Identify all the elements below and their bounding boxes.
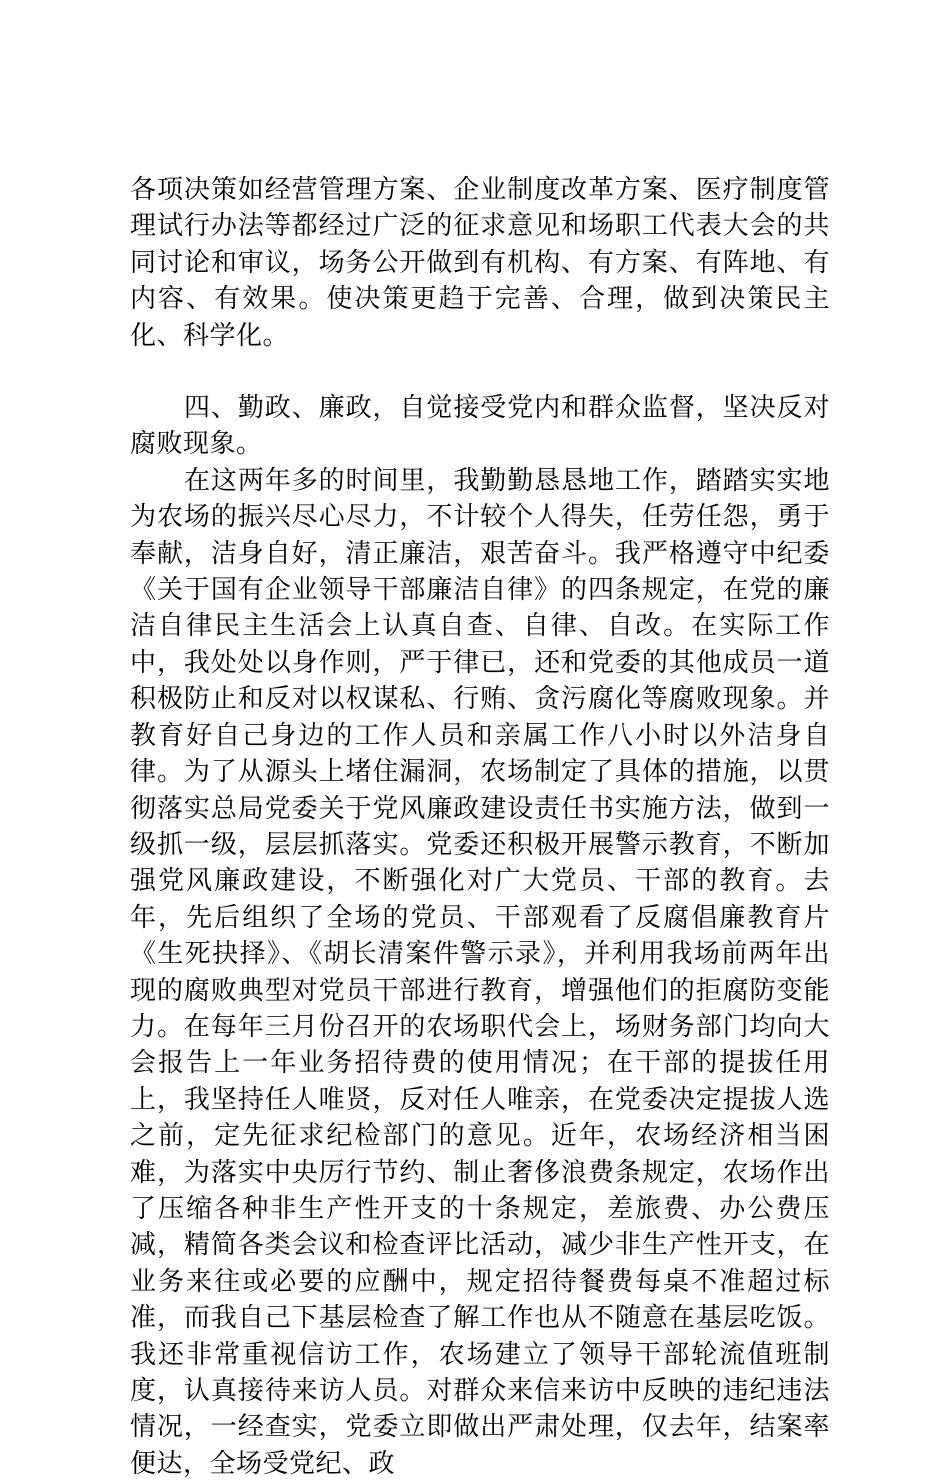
section-heading-four: 四、勤政、廉政，自觉接受党内和群众监督，坚决反对腐败现象。: [130, 393, 830, 460]
paragraph-integrity: 在这两年多的时间里，我勤勤恳恳地工作，踏踏实实地为农场的振兴尽心尽力，不计较个人得失，任劳任怨，勇于奉献，洁身自好，清正廉洁，艰苦奋斗。我严格遵守中纪委《关于国有企业领导干部廉洁自律》的四条规定，在党的廉洁自律民主生活会上认真自查、自律、自改。在实际工作中，我处处以身作则，严于律已，还和党委的其他成员一道积极防止和反对以权谋私、行贿、贪污腐化等腐败现象。并教育好自己身边的工作人员和亲属工作八小时以外洁身自律。为了从源头上堵住漏洞，农场制定了具体的措施，以贯彻落实总局党委关于党风廉政建设责任书实施方法，做到一级抓一级，层层抓落实。党委还积极开展警示教育，不断加强党风廉政建设，不断强化对广大党员、干部的教育。去年，先后组织了全场的党员、干部观看了反腐倡廉教育片《生死抉择》、《胡长清案件警示录》，并利用我场前两年出现的腐败典型对党员干部进行教育，增强他们的拒腐防变能力。在每年三月份召开的农场职代会上，场财务部门均向大会报告上一年业务招待费的使用情况；在干部的提拔任用上，我坚持任人唯贤，反对任人唯亲，在党委决定提拔人选之前，定先征求纪检部门的意见。近年，农场经济相当困难，为落实中央厉行节约、制止奢侈浪费条规定，农场作出了压缩各种非生产性开支的十条规定，差旅费、办公费压减，精简各类会议和检查评比活动，减少非生产性开支，在业务来往或必要的应酬中，规定招待餐费每桌不准超过标准，而我自己下基层检查了解工作也从不随意在基层吃饭。我还非常重视信访工作，农场建立了领导干部轮流值班制度，认真接待来访人员。对群众来信来访中反映的违纪违法情况，一经查实，党委立即做出严肃处理，仅去年，结案率便达，全场受党纪、政: [130, 465, 830, 1479]
document-page: [130, 172, 830, 1482]
paragraph-decision-making: 各项决策如经营管理方案、企业制度改革方案、医疗制度管理试行办法等都经过广泛的征求意见和场职工代表大会的共同讨论和审议，场务公开做到有机构、有方案、有阵地、有内容、有效果。使决策更趋于完善、合理，做到决策民主化、科学化。: [130, 175, 830, 351]
